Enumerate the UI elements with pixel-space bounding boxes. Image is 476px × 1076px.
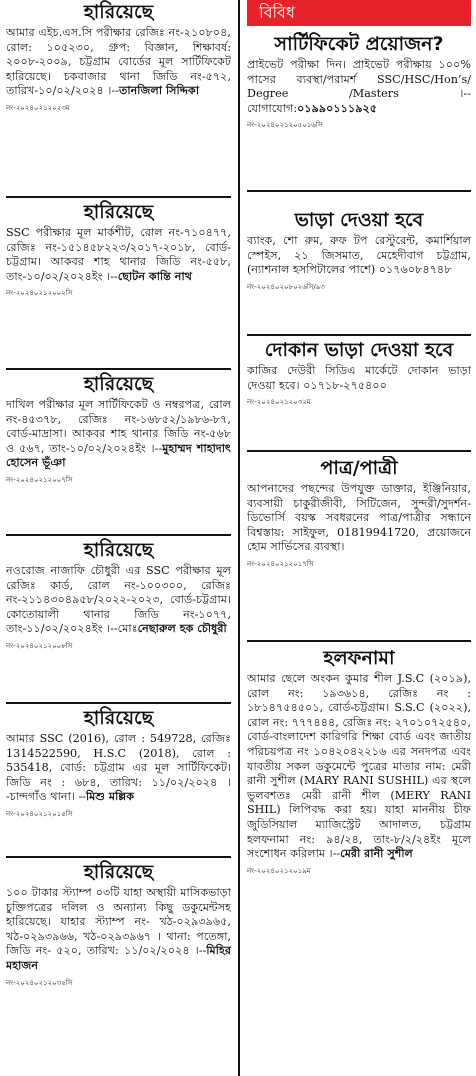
ad-divider <box>6 702 231 704</box>
ad-signature: মেরী রানী সুশীল <box>340 847 413 861</box>
ad-body: আপনাদের পছন্দের উপযুক্ত ডাক্তার, ইঞ্জিনিয়ার, ব্যবসায়ী চাকুরীজীবী, সিটিজেন, সুন্দরী/সুদর্শন-ডিভোর্সি বয়স্ক সবধরনের পাত্র/পাত্রীর সন্ধানে বিশ্বস্তায়: সাইফুল, 01819941720, প্রয়োজনে হোম সার্ভিসের ব্যবস্থা। <box>247 482 471 554</box>
ad-divider <box>6 196 231 198</box>
ad-divider <box>247 450 471 452</box>
ad-reference: নং-২০২৪০২১২০০২সি <box>6 289 73 298</box>
ad-body: ১০০ টাকার স্ট্যাম্প ০৩টি যাহা অস্থায়ী মাসিকভাড়া চুক্তিপত্রের দলিল ও অন্যান্য কিছু ডকুমেন্টসহ হারিয়েছে। যাহার স্ট্যাম্প নং- খঠ-০২৯৩৯৬৫, খঠ-০২৯৩৯৬৬, খঠ-০২৯৩৯৬৭ । থানা: পতেঙ্গা, জিডি নং- ৫২০, তারিখ: ১১/০২/২০২৪ ।--মিহির মহাজন <box>6 886 231 972</box>
ad-reference: নং-২০২৪০২১২০১৭সি <box>247 559 314 568</box>
ad-title: হারিয়েছে <box>83 861 154 883</box>
matrimonial-ad <box>247 456 471 640</box>
rent-ad <box>247 208 471 334</box>
shop-rent-ad <box>247 338 471 450</box>
ad-title: হারিয়েছে <box>83 707 154 729</box>
ad-signature: ০১৯৯০১১১৯২৫ <box>297 101 377 115</box>
ad-divider <box>6 368 231 370</box>
ad-body: আমার এইচ.এস.সি পরীক্ষার রেজিঃ নং-২১০৮০৪, রোল: ১০৫২৩০, গ্রুপ: বিজ্ঞান, শিক্ষাবর্ষ: ২০০৮-২০০৯, চট্টগ্রাম বোর্ডের মূল সার্টিফিকেট হারিয়েছে। চকবাজার থানা জিডি নং-৫৭২, তারিখ-১০/০২/২০২৪ ।--তানজিলা সিদ্দিকা <box>6 26 231 98</box>
ad-title: সার্টিফিকেট প্রয়োজন? <box>274 33 444 55</box>
ad-reference: নং-২০২৪০২১২০৩৫সি <box>6 978 73 987</box>
ad-body: দাখিল পরীক্ষার মূল সার্টিফিকেট ও নম্বরপত্র, রোল নং-৪৫৩৭৮, রেজিঃ নং-১৬৮৫২/১৯৮৬-৮৭, বোর্ড-মাদ্রাসা। আকবর শাহ থানার জিডি নং-৫৬৮ ও ৫৬৭, তাং-১০/০২/২০২৪ইং ।--মুহাম্মদ শাহাদাৎ হোসেন ভূঁঞা <box>6 398 231 470</box>
ad-signature: মিশু মল্লিক <box>85 790 135 804</box>
section-banner: বিবিধ <box>247 0 471 26</box>
ad-signature: মুহাম্মদ শাহাদাৎ হোসেন ভূঁঞা <box>6 441 231 470</box>
lost-notice-3 <box>6 372 231 534</box>
ad-body: আমার ছেলে অংকন কুমার শীল J.S.C (২০১৯), রোল নং: ১৯৩৬১৪, রেজিঃ নং : ১৮১৪৭৫৪৫০১, বোর্ড-চট্টগ্রাম। S.S.C (২০২২), রোল নং: ৭৭৭৪৪৪, রেজিঃ নং: ২৭০১০৭২৫৪০, বোর্ড-বাংলাদেশ কারিগরি শিক্ষা বোর্ড এবং জাতীয় পরিচয়পত্র নং ১০৪২০৪২২১৬ এর সনদপত্র এবং যাবতীয় সকল ডকুমেন্টে পুত্রের মাতার নাম: মেরী রানী সুশীল (MARY RANI SUSHIL) এর স্থলে ভুলবশতঃ মেরী রানী শীল (MERY RANI SHIL) লিপিবদ্ধ করা হয়। যাহা মাননীয় চীফ জুডিসিয়াল ম্যাজিস্ট্রেট আদালত, চট্টগ্রাম হলফনামা নং: ৯৪/২৪, তাং-৮/২/২৪ইং মূলে সংশোধন করিলাম ।--মেরী রানী সুশীল <box>247 672 471 861</box>
ad-signature: নেছারুল হক চৌধুরী <box>137 622 227 636</box>
ad-body: SSC পরীক্ষার মূল মার্কশীট, রোল নং-৭১০৪৭৭, রেজিঃ নং-১৫১৪৫৮২২৩/২০১৭-২০১৮, বোর্ড-চট্টগ্রাম। আকবর শাহ থানার জিডি নং-৫৫৮, তাং-১০/০২/২০২৪ইং ।--ছোটন কান্তি নাথ <box>6 226 231 283</box>
ad-body: ব্যাংক, শো রুম, রুফ টপ রেস্টুরেন্ট, কমার্শিয়াল স্পেইস, ২১ জিসমাত, মেহেদীবাগ চট্টগ্রাম, (ন্যাশনাল হসপিটালের পাশে) ০১৭৬০৮৪৭৪৮ <box>247 234 471 277</box>
lost-notice-4 <box>6 538 231 702</box>
ad-title: হারিয়েছে <box>83 539 154 561</box>
ad-title: হলফনামা <box>323 647 395 669</box>
ad-title: হারিয়েছে <box>83 373 154 395</box>
ad-reference: নং-২০২৪০২১২০১৯ম <box>247 866 311 875</box>
ad-body: নওরোজ নাজাফি চৌধুরী এর SSC পরীক্ষার মূল রেজিঃ কার্ড, রোল নং-১০০৩০০, রেজিঃ নং-২১১৪৩০৪৯৫৮/২০২২-২০২৩, বোর্ড-চট্টগ্রাম। কোতোয়ালী থানার জিডি নং-১০৭৭, তাং-১১/০২/২০২৪ইং ।--মোঃনেছারুল হক চৌধুরী <box>6 564 231 636</box>
ad-reference: নং-২০২৪০২১২০৩২ম <box>247 398 311 407</box>
ad-signature: মিহির মহাজন <box>6 944 231 972</box>
lost-notice-6 <box>6 860 231 1074</box>
ad-reference: নং-২০২৪০২১২০৫০১৬সি <box>247 121 323 130</box>
ad-title: হারিয়েছে <box>83 201 154 223</box>
ad-body: প্রাইভেট পরীক্ষা দিন। প্রাইভেট পরীক্ষায় ১০০% পাসের ব্যবস্থা/পরামর্শ SSC/HSC/Hon’s/ Degree /Masters ।--যোগাযোগ:০১৯৯০১১১৯২৫ <box>247 58 471 115</box>
ad-reference: নং-২০২৪০২১২০০৮সি <box>6 641 73 650</box>
ad-signature: ছোটন কান্তি নাথ <box>117 269 192 283</box>
ad-reference: নং-২০২৪০২০৮০২৬সি/৯৩ <box>247 282 325 291</box>
lost-notice-1 <box>6 0 231 196</box>
ad-body: আমার SSC (2016), রোল : 549728, রেজিঃ 1314522590, H.S.C (2018), রোল : 535418, বোর্ড: চট্টগ্রাম এর মূল সার্টিফিকেট। জিডি নং : ৬৮৪, তারিখ: ১১/০২/২০২৪ । -চান্দগাঁও থানা। --মিশু মল্লিক <box>6 732 231 804</box>
ad-reference: নং-২০২৪০২১২০২৩ম <box>6 103 70 112</box>
lost-notice-2 <box>6 200 231 368</box>
ad-title: দোকান ভাড়া দেওয়া হবে <box>264 339 454 361</box>
column-divider <box>238 0 240 1076</box>
ad-divider <box>247 640 471 642</box>
ad-divider <box>247 334 471 336</box>
ad-divider <box>6 856 231 858</box>
certificate-ad <box>247 32 471 190</box>
ad-divider <box>247 190 471 192</box>
ad-divider <box>6 534 231 536</box>
ad-reference: নং-২০২৪০২১২০০৭সি <box>6 475 73 484</box>
ad-reference: নং-২০২৪০২১২০১৫সি <box>6 809 73 818</box>
ad-title: হারিয়েছে <box>83 1 154 23</box>
ad-title: পাত্র/পাত্রী <box>320 457 398 479</box>
affidavit-ad <box>247 646 471 1074</box>
ad-signature: তানজিলা সিদ্দিকা <box>118 84 200 98</box>
ad-title: ভাড়া দেওয়া হবে <box>294 209 424 231</box>
ad-body: কাজির দেউরী সিডিএ মার্কেটে দোকান ভাড়া দেওয়া হবে। ০১৭১৮-২৭৫৪০০ <box>247 364 471 392</box>
lost-notice-5 <box>6 706 231 856</box>
